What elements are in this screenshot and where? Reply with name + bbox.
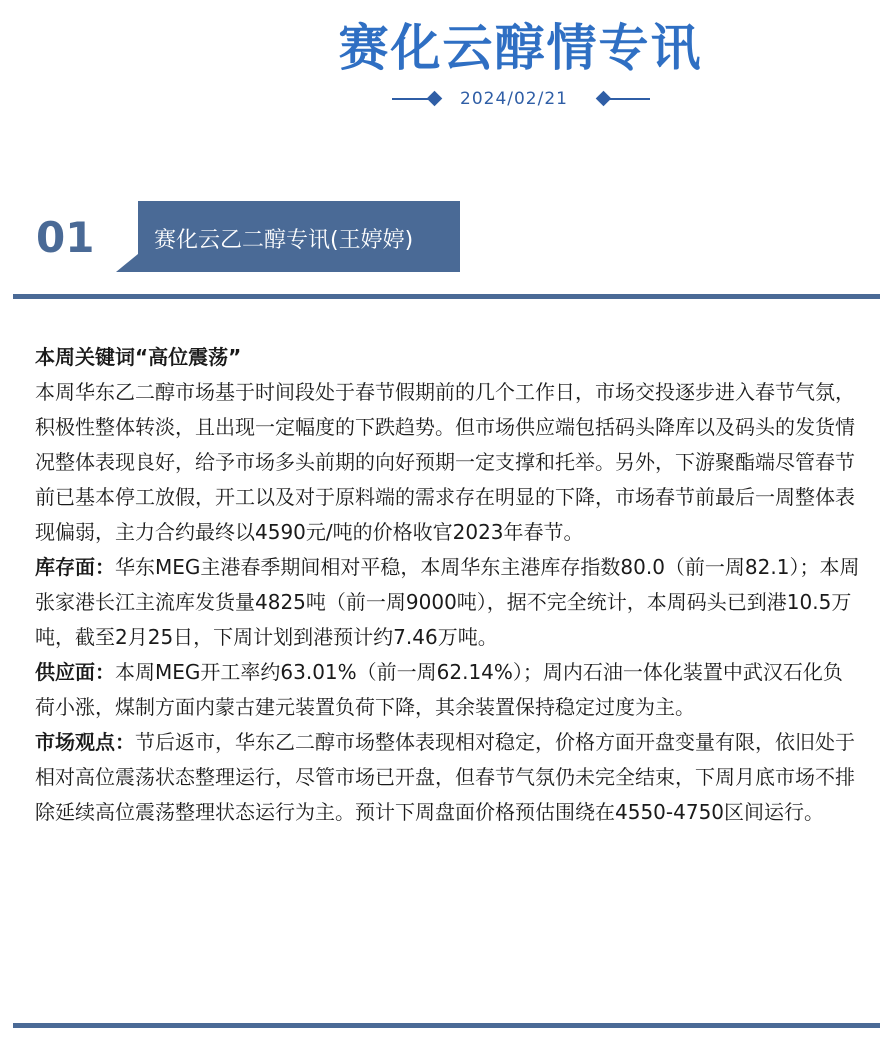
market-view-text: 节后返市，华东乙二醇市场整体表现相对稳定，价格方面开盘变量有限，依旧处于相对高位震荡状态整理运行，尽管市场已开盘，但春节气氛仍未完全结束，下周月底市场不排除延续高位震荡整理状态运行为主。预计下周盘面价格预估围绕在4550-4750区间运行。 [35,730,855,824]
section-number: 01 [36,213,95,262]
supply-label: 供应面： [35,660,115,684]
supply-text: 本周MEG开工率约63.01%（前一周62.14%）；周内石油一体化装置中武汉石化负荷小涨，煤制方面内蒙古建元装置负荷下降，其余装置保持稳定过度为主。 [35,660,843,719]
market-view-paragraph [35,725,861,830]
section-title: 赛化云乙二醇专讯(王婷婷) [154,228,414,253]
date-divider-right [604,98,650,100]
issue-date: 2024/02/21 [460,89,568,109]
article-body [35,340,861,830]
inventory-paragraph [35,550,861,655]
date-row [392,88,650,110]
inventory-text: 华东MEG主港春季期间相对平稳，本周华东主港库存指数80.0（前一周82.1）；本周张家港长江主流库发货量4825吨（前一周9000吨），据不完全统计，本周码头已到港10.5万吨，截至2月25日，下周计划到港预计约7.46万吨。 [35,555,860,649]
market-view-label: 市场观点： [35,730,135,754]
section-header-box [138,201,460,272]
keyword-heading: 本周关键词“高位震荡” [35,345,242,369]
supply-paragraph [35,655,861,725]
section-flag-decoration [116,254,138,272]
diamond-icon [427,91,443,107]
top-divider [13,294,880,299]
bottom-divider [13,1023,880,1028]
inventory-label: 库存面： [35,555,115,579]
page-title: 赛化云醇情专讯 [338,19,703,77]
intro-paragraph: 本周华东乙二醇市场基于时间段处于春节假期前的几个工作日，市场交投逐步进入春节气氛，积极性整体转淡，且出现一定幅度的下跌趋势。但市场供应端包括码头降库以及码头的发货情况整体表现良好，给予市场多头前期的向好预期一定支撑和托举。另外，下游聚酯端尽管春节前已基本停工放假，开工以及对于原料端的需求存在明显的下降，市场春节前最后一周整体表现偏弱，主力合约最终以4590元/吨的价格收官2023年春节。 [35,380,855,544]
